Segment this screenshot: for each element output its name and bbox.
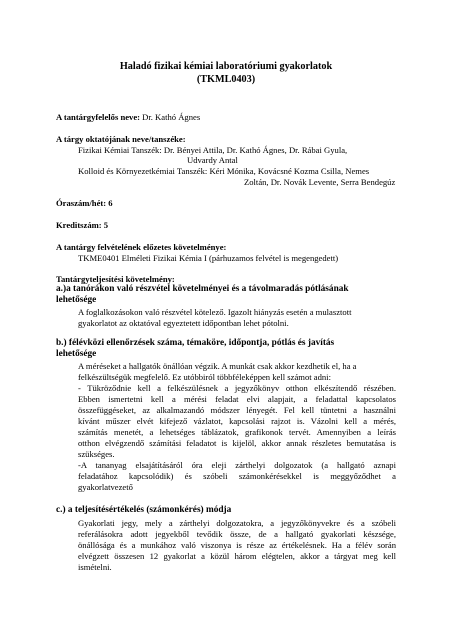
- responsible-value: Dr. Kathó Ágnes: [142, 112, 201, 122]
- section-a-heading: a.)a tanórákon való részvétel követelményei és a távolmaradás pótlásának: [56, 284, 349, 294]
- section-b-line: feladatához kapcsolódik) és szóbeli számonkérésekkel is meggyőződhet a: [78, 471, 396, 481]
- section-b-line: -A tananyag elsajátításáról óra eleji zárthelyi dolgozatok (a hallgató aznapi: [78, 460, 396, 470]
- responsible-label: A tantárgyfelelős neve:: [56, 112, 141, 122]
- responsible-row: [56, 112, 200, 123]
- section-c-line: Gyakorlati jegy, mely a zárthelyi dolgozatokra, a jegyzőkönyvekre és a szóbeli: [78, 518, 396, 528]
- section-b-line: A méréseket a hallgatók önállóan végzik. A munkát csak akkor kezdhetik el, ha a: [78, 361, 357, 371]
- teachers-line: Zoltán, Dr. Novák Levente, Serra Bendegúz: [244, 177, 396, 187]
- teachers-line: Udvardy Antal: [187, 155, 238, 165]
- section-b-line: összefüggéseket, az alkalmazandó módszer lényegét. Fel kell tüntetni a használni: [78, 405, 396, 415]
- section-b-line: számítás menetét, a lehetséges táblázatok, grafikonok tervét. Amennyiben a leírás: [78, 427, 396, 437]
- section-c-line: önállósága és a munkához való viszonya is része az értékelésnek. Ha a félév során: [78, 540, 396, 550]
- section-b-line: szükséges.: [78, 449, 115, 459]
- section-c-line: ismételni.: [78, 562, 112, 572]
- section-b-line: Ebben ismertetni kell a mérési feladat elvi alapjait, a feladattal kapcsolatos: [78, 394, 396, 404]
- section-c-heading: c.) a teljesítésértékelés (számonkérés) módja: [56, 505, 232, 515]
- section-b-heading: b.) félévközi ellenőrzések száma, témaköre, időpontja, pótlás és javítás: [56, 338, 335, 348]
- section-b-line: otthon elvégzendő számítási feladatot is kijelöl, akkor annak részletes bemutatása is: [78, 438, 396, 448]
- section-b-line: felkészültségük megfelelő. Ez utóbbiról többféleképpen kell számot adni:: [78, 372, 331, 382]
- prereq-value: TKME0401 Elméleti Fizikai Kémia I (párhuzamos felvétel is megengedett): [78, 253, 339, 263]
- document-title: Haladó fizikai kémiai laboratóriumi gyakorlatok: [119, 61, 333, 72]
- section-a-heading-cont: lehetősége: [56, 295, 97, 305]
- course-code: (TKML0403): [196, 74, 256, 85]
- section-a-line: gyakorlatot az oktatóval egyeztetett időpontban lehet pótolni.: [78, 318, 289, 328]
- section-b-line: kívánt műszer elvét kifejező vázlatot, kapcsolási rajzot is. Vázolni kell a mérés,: [78, 416, 396, 426]
- section-a-line: A foglalkozásokon való részvétel kötelező. Igazolt hiányzás esetén a mulasztott: [78, 307, 352, 317]
- teachers-line: Fizikai Kémiai Tanszék: Dr. Bényei Attila, Dr. Kathó Ágnes, Dr. Rábai Gyula,: [78, 145, 348, 155]
- section-c-line: elvégzett összesen 12 gyakorlat a közül három elégtelen, akkor a tárgyat meg kell: [78, 551, 396, 561]
- prereq-heading: A tantárgy felvételének előzetes követelménye:: [56, 242, 227, 252]
- section-b-line: - Tükröződnie kell a felkészülésnek a jegyzőkönyv otthon elkészítendő részében.: [78, 383, 396, 393]
- requirements-heading: Tantárgyteljesítési követelmény:: [56, 274, 175, 284]
- teachers-line: Kolloid és Környezetkémiai Tanszék: Kéri Mónika, Kovácsné Kozma Csilla, Nemes: [78, 166, 370, 176]
- section-c-line: referálásokra adott jegyekből tevődik össze, de a hallgató gyakorlati készsége,: [78, 529, 396, 539]
- section-b-heading-cont: lehetősége: [56, 349, 97, 359]
- credits-label: Kreditszám: 5: [56, 220, 109, 230]
- section-b-line: gyakorlatvezető: [78, 482, 133, 492]
- hours-label: Óraszám/hét: 6: [56, 198, 113, 208]
- teachers-heading: A tárgy oktatójának neve/tanszéke:: [56, 134, 186, 144]
